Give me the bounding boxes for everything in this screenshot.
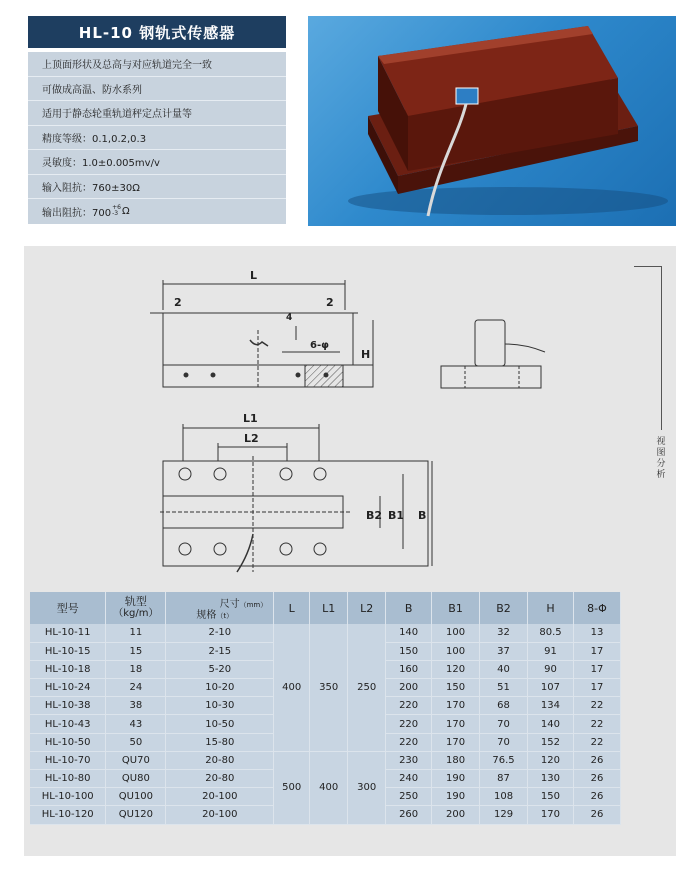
header-spec: 规格 (196, 610, 217, 621)
cell-hole: 17 (573, 679, 620, 697)
header-size-spec (166, 592, 274, 624)
cell-B: 230 (386, 751, 432, 769)
header-hole: 8-Φ (573, 592, 620, 624)
cell-B: 160 (386, 660, 432, 678)
cell-L2: 250 (348, 624, 386, 751)
page-title: HL-10 钢轨式传感器 (28, 16, 286, 48)
cell-B2: 37 (480, 642, 528, 660)
cell-B1: 170 (432, 697, 480, 715)
top-hole (280, 468, 292, 480)
cell-B2: 70 (480, 733, 528, 751)
cell-H: 152 (528, 733, 574, 751)
cell-B1: 190 (432, 770, 480, 788)
front-hole-mark (211, 373, 215, 377)
cell-L1: 350 (310, 624, 348, 751)
cell-L: 400 (274, 624, 310, 751)
cell-B: 250 (386, 788, 432, 806)
table-row (30, 751, 621, 769)
cell-L: 500 (274, 751, 310, 824)
cell-spec: 10-30 (166, 697, 274, 715)
spec-item: 适用于静态轮重轨道秤定点计量等 (28, 101, 286, 126)
cell-H: 107 (528, 679, 574, 697)
output-impedance-label: 输出阻抗：700 (42, 207, 112, 219)
cell-model: HL-10-24 (30, 679, 106, 697)
cell-B2: 108 (480, 788, 528, 806)
label-L2: L2 (244, 432, 259, 445)
cell-spec: 20-80 (166, 751, 274, 769)
cell-rail: 50 (106, 733, 166, 751)
top-hole (280, 543, 292, 555)
side-view-body (475, 320, 505, 366)
label-four: 4 (286, 313, 293, 323)
output-impedance-unit: Ω (121, 205, 130, 217)
spec-item: 灵敏度：1.0±0.005mv/v (28, 150, 286, 175)
cell-B1: 180 (432, 751, 480, 769)
cell-model: HL-10-80 (30, 770, 106, 788)
cell-model: HL-10-100 (30, 788, 106, 806)
cell-rail: QU80 (106, 770, 166, 788)
header-size: 尺寸 (219, 599, 240, 610)
header-B: B (386, 592, 432, 624)
table-row (30, 624, 621, 642)
top-hole (314, 468, 326, 480)
cell-rail: QU120 (106, 806, 166, 824)
cell-H: 80.5 (528, 624, 574, 642)
cell-model: HL-10-120 (30, 806, 106, 824)
cell-rail: 43 (106, 715, 166, 733)
label-B: B (418, 509, 427, 522)
cell-B1: 190 (432, 788, 480, 806)
cell-model: HL-10-11 (30, 624, 106, 642)
cell-B2: 68 (480, 697, 528, 715)
cell-spec: 10-20 (166, 679, 274, 697)
header-rail-label: 轨型 (124, 595, 147, 608)
label-hole: 6-φ (310, 340, 329, 351)
tolerance-plus: +6 (112, 204, 121, 212)
cell-B1: 100 (432, 642, 480, 660)
cell-hole: 17 (573, 660, 620, 678)
cell-L1: 400 (310, 751, 348, 824)
cell-H: 140 (528, 715, 574, 733)
header-L: L (274, 592, 310, 624)
spec-item: 输入阻抗：760±30Ω (28, 175, 286, 200)
cell-hole: 26 (573, 770, 620, 788)
header-H: H (528, 592, 574, 624)
cell-B: 150 (386, 642, 432, 660)
cell-B: 260 (386, 806, 432, 824)
cell-B1: 170 (432, 733, 480, 751)
cell-H: 90 (528, 660, 574, 678)
header-L1: L1 (310, 592, 348, 624)
cell-B2: 70 (480, 715, 528, 733)
label-H: H (361, 348, 371, 361)
cell-rail: 38 (106, 697, 166, 715)
cell-B2: 76.5 (480, 751, 528, 769)
cell-spec: 2-15 (166, 642, 274, 660)
cell-B1: 100 (432, 624, 480, 642)
cell-model: HL-10-15 (30, 642, 106, 660)
label-gap-left: 2 (174, 296, 182, 309)
cell-model: HL-10-50 (30, 733, 106, 751)
cell-B1: 200 (432, 806, 480, 824)
side-label: 视图分析 (656, 437, 666, 480)
cell-H: 91 (528, 642, 574, 660)
cell-B2: 51 (480, 679, 528, 697)
header-size-unit: （mm） (239, 601, 268, 609)
top-hole (179, 468, 191, 480)
cell-model: HL-10-38 (30, 697, 106, 715)
cell-B2: 129 (480, 806, 528, 824)
cell-B2: 87 (480, 770, 528, 788)
cell-rail: 24 (106, 679, 166, 697)
cell-hole: 22 (573, 715, 620, 733)
header-rail-unit: （kg/m） (113, 608, 159, 619)
header-spec-unit: （t） (216, 612, 234, 620)
cell-rail: QU100 (106, 788, 166, 806)
header-rail (106, 592, 166, 624)
cell-B: 200 (386, 679, 432, 697)
cell-hole: 26 (573, 788, 620, 806)
cell-model: HL-10-43 (30, 715, 106, 733)
top-hole (214, 543, 226, 555)
header-B1: B1 (432, 592, 480, 624)
cell-hole: 13 (573, 624, 620, 642)
front-hole-mark (296, 373, 300, 377)
cell-spec: 10-50 (166, 715, 274, 733)
cell-L2: 300 (348, 751, 386, 824)
cell-rail: QU70 (106, 751, 166, 769)
cell-spec: 2-10 (166, 624, 274, 642)
cell-spec: 20-100 (166, 806, 274, 824)
cell-spec: 15-80 (166, 733, 274, 751)
cell-H: 130 (528, 770, 574, 788)
front-hole-mark (324, 373, 328, 377)
top-hole (214, 468, 226, 480)
cell-model: HL-10-70 (30, 751, 106, 769)
label-gap-right: 2 (326, 296, 334, 309)
label-L: L (250, 269, 258, 282)
cell-hole: 22 (573, 697, 620, 715)
cell-H: 120 (528, 751, 574, 769)
cell-H: 134 (528, 697, 574, 715)
cell-B: 240 (386, 770, 432, 788)
header-model: 型号 (30, 592, 106, 624)
spec-item: 上顶面形状及总高与对应轨道完全一致 (28, 52, 286, 77)
cell-rail: 11 (106, 624, 166, 642)
tolerance-minus: -3 (112, 210, 119, 218)
side-view-base (441, 366, 541, 388)
label-B2: B2 (366, 509, 383, 522)
cell-B1: 150 (432, 679, 480, 697)
cell-B: 220 (386, 697, 432, 715)
spec-item: 精度等级：0.1,0.2,0.3 (28, 126, 286, 151)
spec-table (30, 592, 621, 825)
cell-spec: 20-100 (166, 788, 274, 806)
top-hole (314, 543, 326, 555)
cell-rail: 18 (106, 660, 166, 678)
cell-B2: 32 (480, 624, 528, 642)
front-hole-mark (184, 373, 188, 377)
header-B2: B2 (480, 592, 528, 624)
cell-B: 220 (386, 733, 432, 751)
cell-B: 140 (386, 624, 432, 642)
spec-item: 可做成高温、防水系列 (28, 77, 286, 102)
cell-hole: 22 (573, 733, 620, 751)
label-B1: B1 (388, 509, 405, 522)
cell-H: 170 (528, 806, 574, 824)
label-L1: L1 (243, 412, 258, 425)
cell-B2: 40 (480, 660, 528, 678)
cell-B1: 120 (432, 660, 480, 678)
cell-spec: 5-20 (166, 660, 274, 678)
cell-B: 220 (386, 715, 432, 733)
header-L2: L2 (348, 592, 386, 624)
top-hole (179, 543, 191, 555)
cell-rail: 15 (106, 642, 166, 660)
cell-spec: 20-80 (166, 770, 274, 788)
cell-H: 150 (528, 788, 574, 806)
cell-hole: 17 (573, 642, 620, 660)
side-view-cable (505, 344, 545, 352)
cell-hole: 26 (573, 751, 620, 769)
cell-B1: 170 (432, 715, 480, 733)
cell-model: HL-10-18 (30, 660, 106, 678)
cell-hole: 26 (573, 806, 620, 824)
